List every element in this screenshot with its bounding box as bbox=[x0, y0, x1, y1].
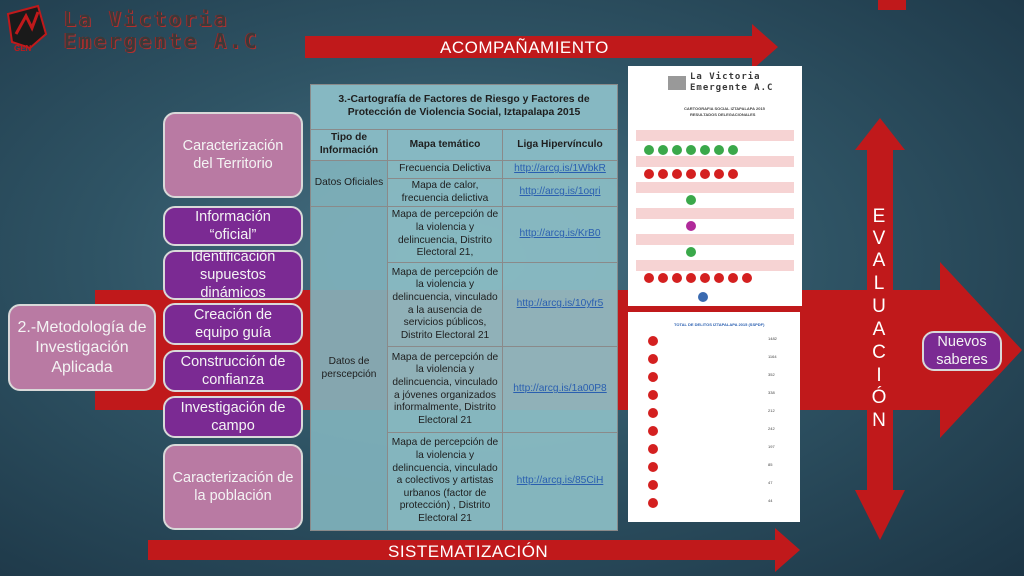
bottom-arrow-label: SISTEMATIZACIÓN bbox=[388, 542, 549, 561]
creacion-equipo-box: Creación de equipo guía bbox=[163, 303, 303, 345]
doc2-icon bbox=[648, 390, 658, 400]
doc-icon bbox=[700, 273, 710, 283]
logo-title-line1: La Victoria bbox=[64, 7, 230, 31]
doc-icon bbox=[686, 221, 696, 231]
doc-icon bbox=[714, 169, 724, 179]
doc-icon bbox=[672, 273, 682, 283]
doc-row bbox=[636, 130, 794, 141]
identificacion-box: Identificación supuestos dinámicos bbox=[163, 250, 303, 300]
logo-title-line2: Emergente A.C bbox=[64, 29, 260, 53]
doc2-count: 352 bbox=[768, 372, 775, 377]
doc-icon bbox=[672, 169, 682, 179]
cartografia-table bbox=[310, 84, 618, 531]
nuevos-saberes-box: Nuevos saberes bbox=[922, 331, 1002, 371]
evaluacion-letter: A bbox=[872, 319, 886, 340]
doc2-count: 1164 bbox=[768, 354, 777, 359]
metodologia-box: 2.-Metodología de Investigación Aplicada bbox=[8, 304, 156, 391]
evaluacion-letter: I bbox=[876, 365, 882, 386]
evaluacion-letter: V bbox=[872, 228, 886, 249]
doc-icon bbox=[644, 273, 654, 283]
doc-icon bbox=[686, 247, 696, 257]
table-link[interactable]: http://arcg.is/1WbkR bbox=[514, 163, 606, 175]
table-cell-mapa: Mapa de percepción de la violencia y delincuencia, vinculado a colectivos y artistas urbanos (factor de protección) , Distrito Electoral 21 bbox=[388, 433, 503, 531]
table-group-label: Datos de perscepción bbox=[311, 207, 388, 531]
doc-icon bbox=[714, 273, 724, 283]
table-link[interactable]: http://arcg.is/10yfr5 bbox=[516, 298, 604, 310]
table-cell-mapa: Mapa de percepción de la violencia y delincuencia, vinculado a jóvenes organizados informalmente, Distrito Electoral 21 bbox=[388, 347, 503, 433]
table-cell-mapa: Mapa de percepción de la violencia y delincuencia, vinculado a la ausencia de servicios públicos, Distrito Electoral 21 bbox=[388, 263, 503, 347]
doc2-count: 242 bbox=[768, 426, 775, 431]
doc2-icon bbox=[648, 372, 658, 382]
doc2-count: 1482 bbox=[768, 336, 777, 341]
table-link[interactable]: http://arcg.is/1oqri bbox=[519, 186, 601, 198]
table-link[interactable]: http://arcg.is/1a00P8 bbox=[513, 383, 607, 395]
table-cell-mapa: Frecuencia Delictiva bbox=[388, 161, 503, 179]
doc-icon bbox=[672, 145, 682, 155]
doc-icon bbox=[686, 145, 696, 155]
doc-row bbox=[636, 260, 794, 271]
doc2-heading: TOTAL DE DELITOS IZTAPALAPA 2015 (SSPDF) bbox=[674, 322, 765, 327]
table-cell-mapa: Mapa de percepción de la violencia y delincuencia, Distrito Electoral 21, bbox=[388, 207, 503, 263]
document-thumbnail-delitos bbox=[628, 312, 800, 522]
doc2-icon bbox=[648, 480, 658, 490]
evaluacion-letter: Ó bbox=[871, 387, 887, 408]
doc2-count: 44 bbox=[768, 498, 773, 503]
doc-icon bbox=[714, 145, 724, 155]
doc2-icon bbox=[648, 444, 658, 454]
evaluacion-letter: C bbox=[872, 342, 886, 363]
top-right-band bbox=[878, 0, 906, 10]
doc-logo-icon bbox=[668, 76, 686, 90]
doc-icon bbox=[658, 169, 668, 179]
logo-badge-text: GEN bbox=[14, 44, 32, 53]
table-link[interactable]: http://arcg.is/KrB0 bbox=[519, 228, 601, 240]
table-group-label: Datos Oficiales bbox=[311, 161, 388, 207]
doc-row bbox=[636, 208, 794, 219]
table-header: Mapa temático bbox=[388, 130, 503, 161]
informacion-oficial-box: Información “oficial” bbox=[163, 206, 303, 246]
doc2-count: 47 bbox=[768, 480, 773, 485]
doc2-count: 338 bbox=[768, 390, 775, 395]
doc-icon bbox=[644, 169, 654, 179]
doc2-icon bbox=[648, 498, 658, 508]
evaluacion-letter: U bbox=[872, 296, 886, 317]
logo bbox=[4, 4, 50, 54]
doc-row bbox=[636, 234, 794, 245]
document-thumbnail-cartografia bbox=[628, 66, 802, 306]
doc-icon bbox=[658, 273, 668, 283]
table-header: Liga Hipervínculo bbox=[503, 130, 618, 161]
doc-icon bbox=[686, 169, 696, 179]
doc-icon bbox=[698, 292, 708, 302]
evaluacion-letter: L bbox=[873, 273, 885, 294]
evaluacion-letter: A bbox=[872, 250, 886, 271]
doc2-count: 212 bbox=[768, 408, 775, 413]
doc-subheading: RESULTADOS DELEGACIONALES bbox=[690, 112, 756, 117]
table-title: 3.-Cartografía de Factores de Riesgo y Factores de Protección de Violencia Social, Iztapalapa 2015 bbox=[311, 85, 618, 130]
doc2-count: 197 bbox=[768, 444, 775, 449]
doc-icon bbox=[686, 273, 696, 283]
caracterizacion-territorio-box: Caracterización del Territorio bbox=[163, 112, 303, 198]
doc-title-line1: La Victoria bbox=[690, 72, 761, 82]
doc-icon bbox=[700, 169, 710, 179]
evaluacion-letter: N bbox=[872, 410, 886, 431]
evaluacion-letter: E bbox=[872, 206, 886, 227]
doc-icon bbox=[686, 195, 696, 205]
doc-title-line2: Emergente A.C bbox=[690, 83, 774, 93]
doc-icon bbox=[728, 169, 738, 179]
table-cell-mapa: Mapa de calor, frecuencia delictiva bbox=[388, 179, 503, 207]
caracterizacion-poblacion-box: Caracterización de la población bbox=[163, 444, 303, 530]
doc2-icon bbox=[648, 354, 658, 364]
doc-icon bbox=[728, 145, 738, 155]
doc2-icon bbox=[648, 336, 658, 346]
doc2-count: 85 bbox=[768, 462, 773, 467]
doc-heading: CARTOGRAFIA SOCIAL IZTAPALAPA 2015 bbox=[684, 106, 765, 111]
table-header: Tipo de Información bbox=[311, 130, 388, 161]
doc-row bbox=[636, 156, 794, 167]
doc-icon bbox=[742, 273, 752, 283]
doc-row bbox=[636, 182, 794, 193]
doc2-icon bbox=[648, 462, 658, 472]
doc-icon bbox=[658, 145, 668, 155]
doc-icon bbox=[728, 273, 738, 283]
investigacion-campo-box: Investigación de campo bbox=[163, 396, 303, 438]
table-link[interactable]: http://arcg.is/85CiH bbox=[516, 475, 604, 487]
construccion-confianza-box: Construcción de confianza bbox=[163, 350, 303, 392]
doc-icon bbox=[644, 145, 654, 155]
top-arrow-label: ACOMPAÑAMIENTO bbox=[440, 38, 609, 57]
doc-icon bbox=[700, 145, 710, 155]
doc2-icon bbox=[648, 426, 658, 436]
doc2-icon bbox=[648, 408, 658, 418]
